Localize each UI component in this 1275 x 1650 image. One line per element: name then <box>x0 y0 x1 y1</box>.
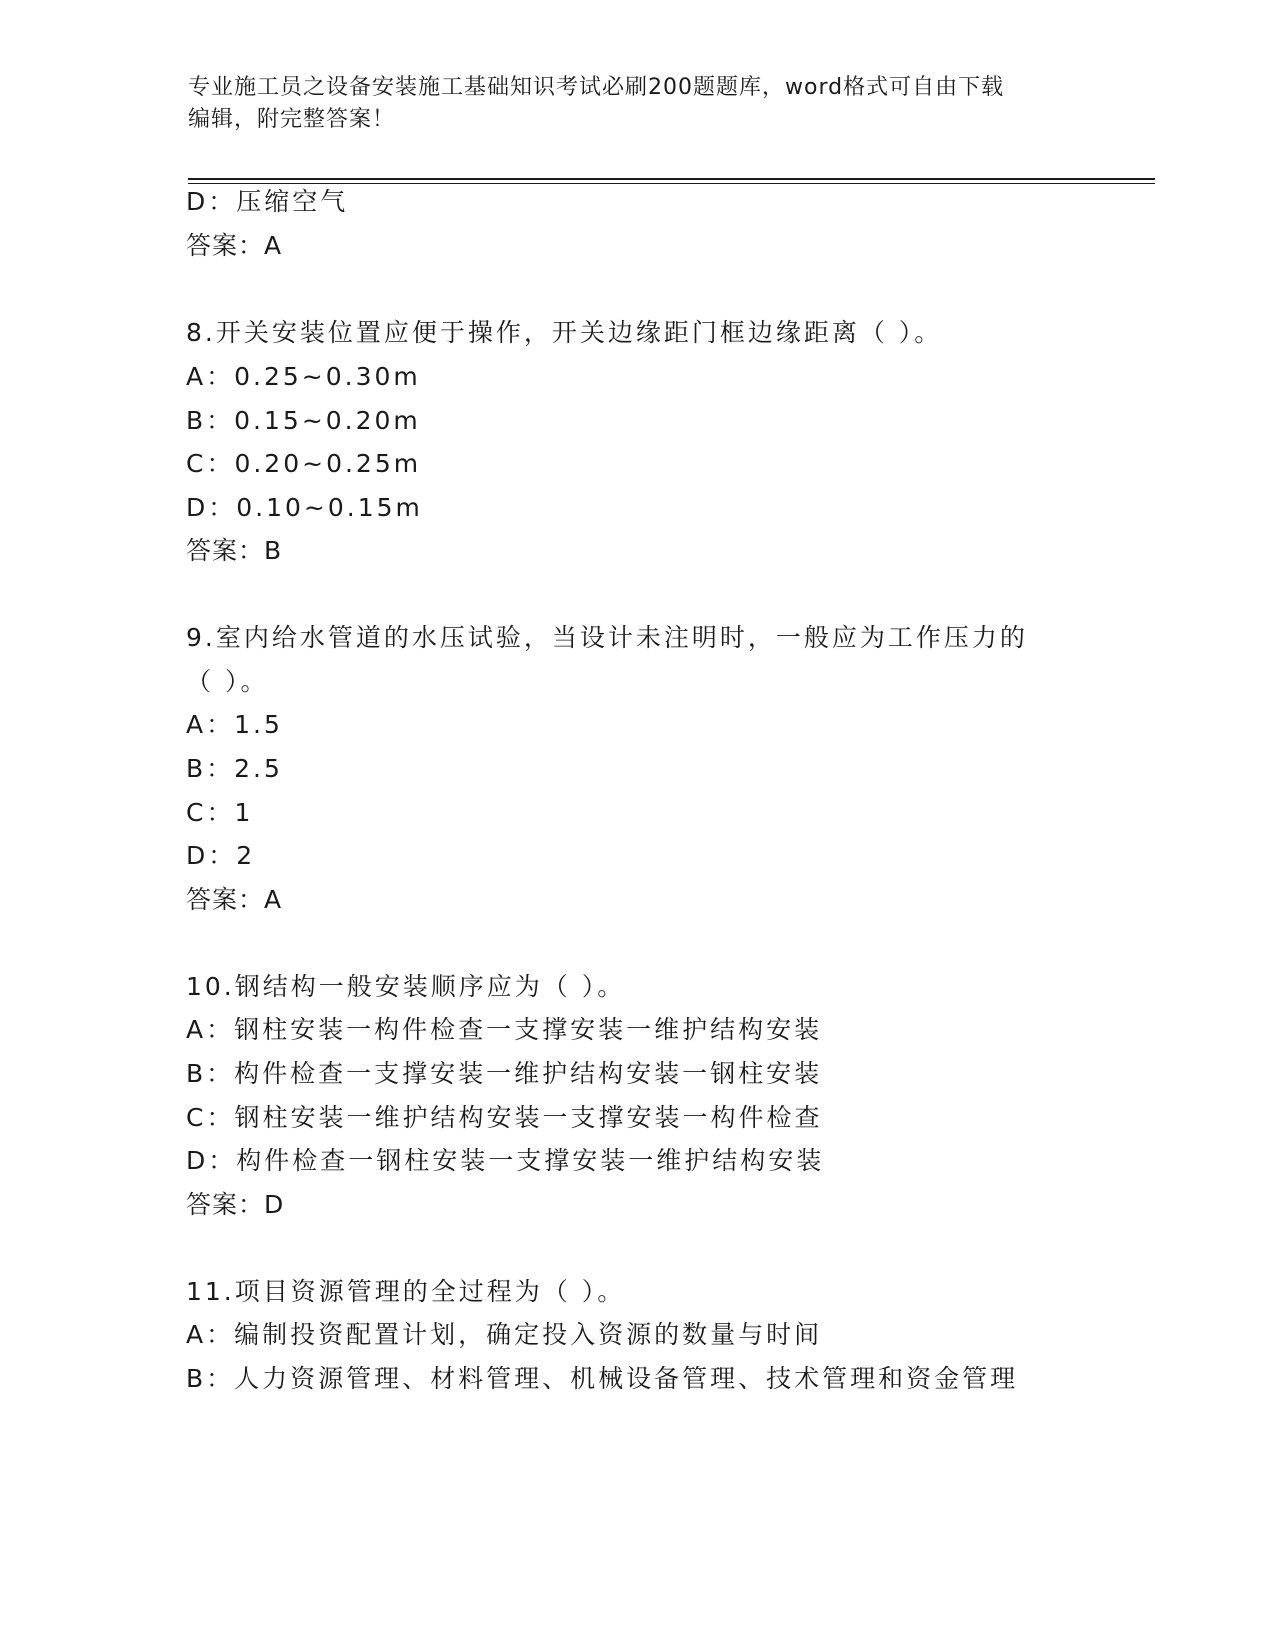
q8-option-d: D：0.10~0.15m <box>186 493 423 522</box>
q9-option-a: A：1.5 <box>186 710 283 739</box>
q7-answer: 答案：A <box>186 231 283 260</box>
q11-option-b: B：人力资源管理、材料管理、机械设备管理、技术管理和资金管理 <box>186 1364 1019 1393</box>
q10-option-a: A：钢柱安装一构件检查一支撑安装一维护结构安装 <box>186 1015 823 1044</box>
q10-stem: 10.钢结构一般安装顺序应为（ ）。 <box>186 972 626 1001</box>
q10-answer: 答案：D <box>186 1190 285 1219</box>
q8-answer: 答案：B <box>186 536 283 565</box>
q10-option-c: C：钢柱安装一维护结构安装一支撑安装一构件检查 <box>186 1103 823 1132</box>
q10-option-d: D：构件检查一钢柱安装一支撑安装一维护结构安装 <box>186 1146 825 1175</box>
q9-stem-line-1: 9.室内给水管道的水压试验，当设计未注明时，一般应为工作压力的 <box>186 623 1028 652</box>
q7-option-d: D：压缩空气 <box>186 187 349 216</box>
q9-option-d: D：2 <box>186 841 256 870</box>
header-line-2: 编辑，附完整答案！ <box>188 107 396 132</box>
q9-option-b: B：2.5 <box>186 754 283 783</box>
q9-stem-line-2: （ ）。 <box>186 667 269 696</box>
q9-answer: 答案：A <box>186 885 283 914</box>
header-line-1: 专业施工员之设备安装施工基础知识考试必刷200题题库，word格式可自由下载 <box>188 75 1005 100</box>
q10-option-b: B：构件检查一支撑安装一维护结构安装一钢柱安装 <box>186 1059 823 1088</box>
q11-option-a: A：编制投资配置计划，确定投入资源的数量与时间 <box>186 1320 823 1349</box>
document-header <box>188 72 1088 136</box>
q8-option-a: A：0.25~0.30m <box>186 362 421 391</box>
q8-stem: 8.开关安装位置应便于操作，开关边缘距门框边缘距离（ ）。 <box>186 318 943 347</box>
q11-stem: 11.项目资源管理的全过程为（ ）。 <box>186 1277 626 1306</box>
q8-option-c: C：0.20~0.25m <box>186 449 422 478</box>
q9-option-c: C：1 <box>186 798 254 827</box>
q8-option-b: B：0.15~0.20m <box>186 406 421 435</box>
